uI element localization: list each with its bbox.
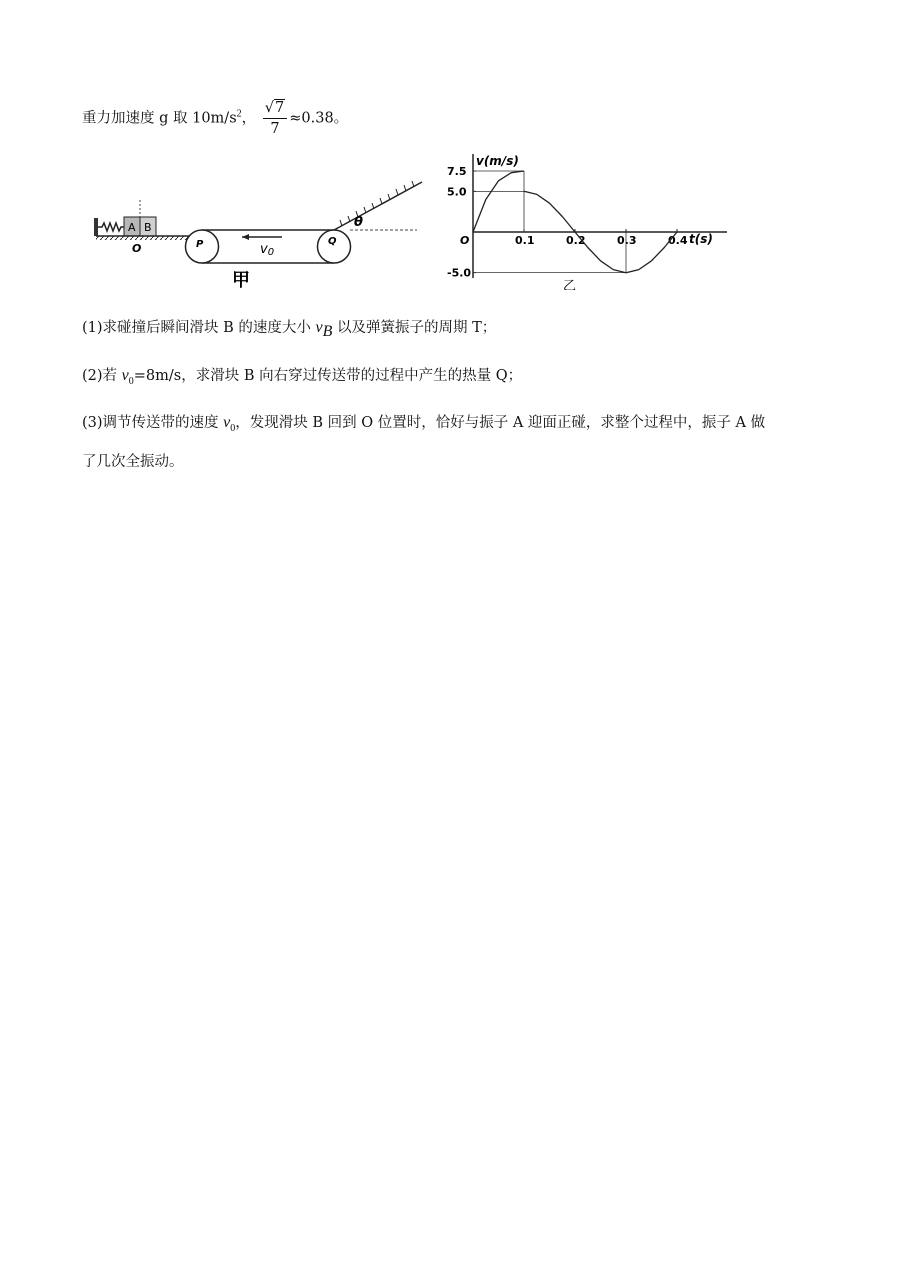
var-v0: v	[121, 367, 129, 384]
x-tick-label: 0.2	[566, 234, 586, 247]
x-tick-label: 0.1	[515, 234, 535, 247]
y-tick-label: 5.0	[447, 185, 467, 199]
caption-yi: 乙	[563, 279, 577, 290]
label-o: O	[132, 242, 142, 255]
block-b-label: B	[144, 221, 152, 234]
label-p: P	[196, 239, 204, 250]
origin-label: O	[460, 234, 470, 247]
question-1: (1)求碰撞后瞬间滑块 B 的速度大小 $v_B$ 以及弹簧振子的周期 T；	[82, 319, 497, 340]
question-2: (2)若 $v_0=8m/s$，求滑块 B 向右穿过传送带的过程中产生的热量 Q；	[82, 367, 523, 387]
series-line-1	[473, 171, 524, 232]
figure-conveyor	[92, 160, 432, 300]
sqrt-sign: √	[264, 100, 274, 116]
intro-line	[82, 98, 348, 139]
intro-exponent: 2	[236, 108, 242, 120]
label-v0: v0	[260, 242, 275, 258]
label-q: Q	[328, 236, 337, 247]
sqrt7-fraction	[263, 98, 287, 139]
intro-approx: ≈0.38。	[289, 110, 349, 127]
x-tick-label: 0.4	[668, 234, 688, 247]
sqrt-radicand: 7	[275, 100, 285, 116]
label-theta: θ	[354, 215, 363, 230]
caption-jia: 甲	[232, 270, 250, 291]
y-axis-label: v(m/s)	[476, 154, 519, 168]
var-vb: v	[315, 319, 323, 336]
spring-icon	[98, 223, 124, 231]
var-v0: v	[223, 414, 231, 431]
intro-comma: ，	[241, 110, 257, 127]
question-3: (3)调节传送带的速度 $v_0$，发现滑块 B 回到 O 位置时，恰好与振子 A 迎面正碰，求整个过程中，振子 A 做	[82, 414, 766, 434]
figure-vt-chart	[445, 150, 735, 290]
question-3-cont: 了几次全振动。	[82, 454, 184, 470]
y-tick-label: -5.0	[447, 266, 472, 280]
y-tick-label: 7.5	[447, 165, 467, 179]
x-axis-label: t(s)	[689, 232, 713, 246]
x-tick-label: 0.3	[617, 234, 637, 247]
intro-text: 重力加速度 g 取 10m/s	[82, 110, 237, 127]
block-a-label: A	[128, 221, 136, 234]
fraction-denominator: 7	[270, 121, 280, 137]
